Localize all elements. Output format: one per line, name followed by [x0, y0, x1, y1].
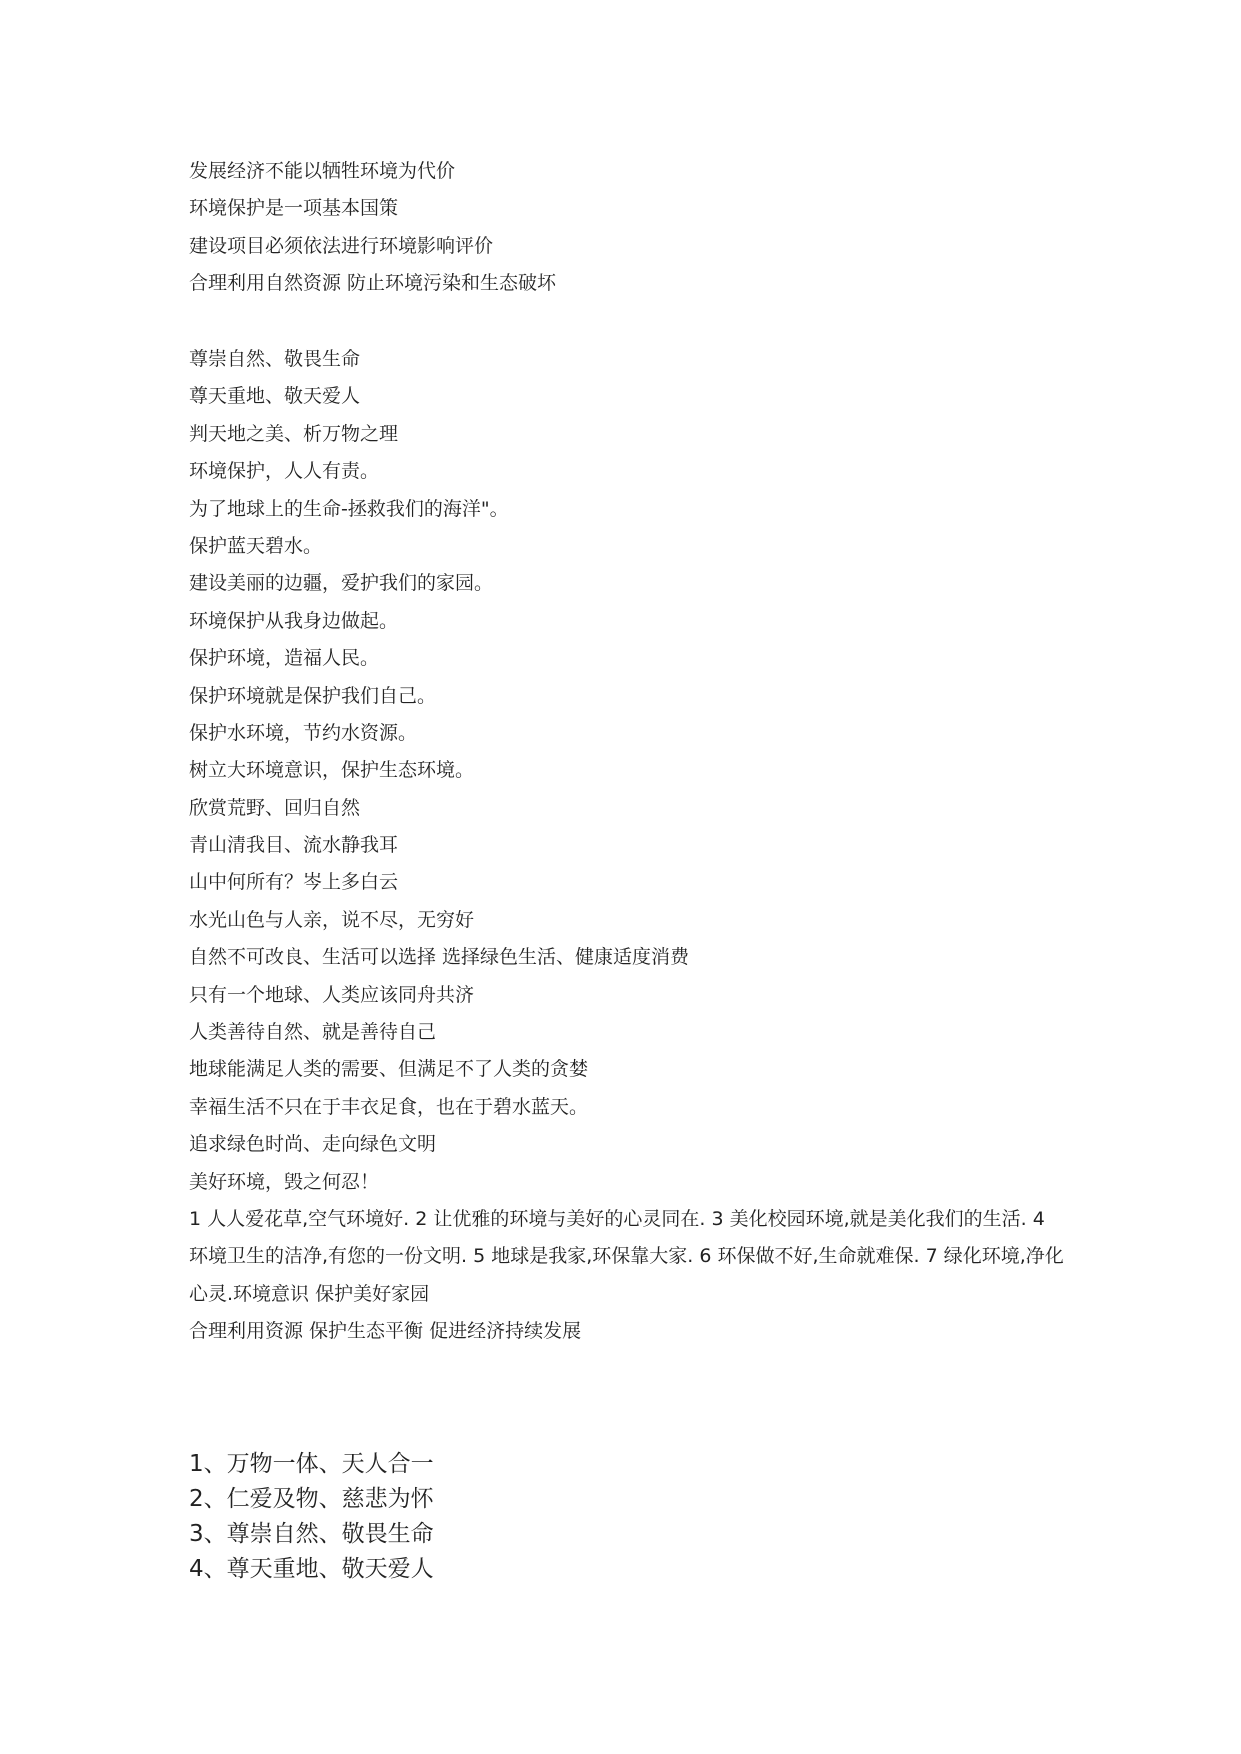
- list-item: 4、尊天重地、敬天爱人: [189, 1556, 434, 1582]
- text-line: 只有一个地球、人类应该同舟共济: [189, 983, 475, 1006]
- text-line: 环境保护从我身边做起。: [189, 609, 399, 632]
- list-item: 1、万物一体、天人合一: [189, 1451, 434, 1477]
- slogan-block-1: [189, 153, 1069, 303]
- numbered-slogan-paragraph: 1 人人爱花草,空气环境好. 2 让优雅的环境与美好的心灵同在. 3 美化校园环境,就是美化我们的生活. 4 环境卫生的洁净,有您的一份文明. 5 地球是我家,环保靠大家. 6 环保做不好,生命就难保. 7 绿化环境,净化心灵.环境意识 保护美好家园: [189, 1207, 1064, 1305]
- text-line: 幸福生活不只在于丰衣足食，也在于碧水蓝天。: [189, 1095, 589, 1118]
- text-line: 欣赏荒野、回归自然: [189, 796, 361, 819]
- text-line: 美好环境，毁之何忍！: [189, 1170, 380, 1193]
- text-line: 建设项目必须依法进行环境影响评价: [189, 234, 494, 257]
- text-line: 为了地球上的生命-拯救我们的海洋"。: [189, 497, 509, 520]
- text-line: 合理利用自然资源 防止环境污染和生态破坏: [189, 272, 557, 295]
- text-line: 保护环境，造福人民。: [189, 647, 380, 670]
- text-line: 环境保护，人人有责。: [189, 460, 380, 483]
- text-line: 自然不可改良、生活可以选择 选择绿色生活、健康适度消费: [189, 946, 690, 969]
- list-item: 2、仁爱及物、慈悲为怀: [189, 1486, 434, 1512]
- list-item: 3、尊崇自然、敬畏生命: [189, 1521, 434, 1547]
- text-line: 保护水环境，节约水资源。: [189, 721, 418, 744]
- text-line: 环境保护是一项基本国策: [189, 197, 399, 220]
- text-line: 追求绿色时尚、走向绿色文明: [189, 1133, 437, 1156]
- text-line: 判天地之美、析万物之理: [189, 422, 399, 445]
- text-line: 保护环境就是保护我们自己。: [189, 684, 437, 707]
- text-line: 发展经济不能以牺牲环境为代价: [189, 160, 456, 182]
- text-line: 尊崇自然、敬畏生命: [189, 348, 361, 370]
- text-line: 建设美丽的边疆，爱护我们的家园。: [189, 572, 494, 595]
- text-line: 尊天重地、敬天爱人: [189, 385, 361, 408]
- text-line: 人类善待自然、就是善待自己: [189, 1021, 437, 1044]
- text-line: 树立大环境意识，保护生态环境。: [189, 759, 475, 782]
- numbered-list: [189, 1447, 1069, 1587]
- text-line: 水光山色与人亲，说不尽，无穷好: [189, 908, 475, 931]
- text-line: 地球能满足人类的需要、但满足不了人类的贪婪: [189, 1058, 589, 1081]
- text-line: 山中何所有？岑上多白云: [189, 871, 399, 894]
- text-line: 保护蓝天碧水。: [189, 534, 323, 557]
- text-line: 青山清我目、流水静我耳: [189, 834, 399, 857]
- slogan-block-2: [189, 341, 1069, 1351]
- closing-line: 合理利用资源 保护生态平衡 促进经济持续发展: [189, 1320, 582, 1343]
